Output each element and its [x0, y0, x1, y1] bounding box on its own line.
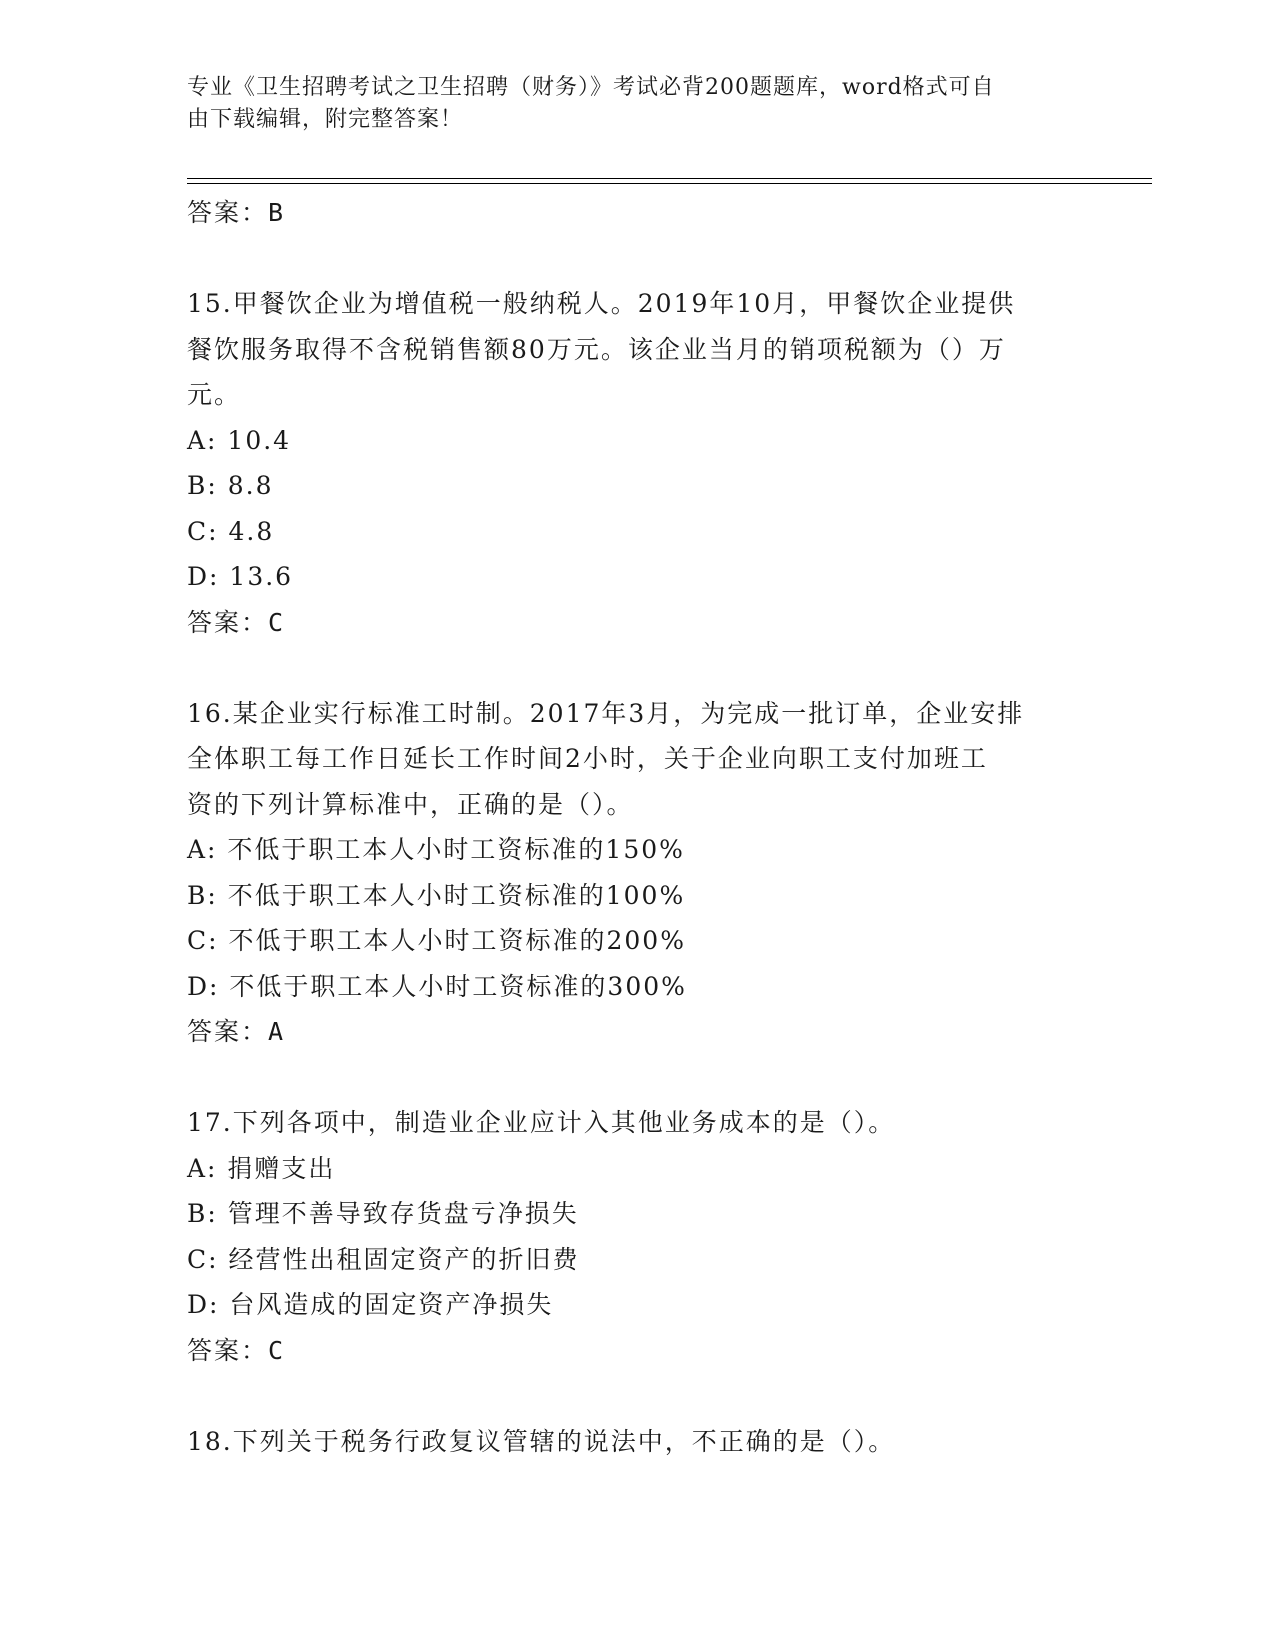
option-d: D: 不低于职工本人小时工资标准的300%: [187, 971, 687, 1001]
option-c: C: 4.8: [187, 516, 275, 546]
question-text-line: 17.下列各项中，制造业企业应计入其他业务成本的是（）。: [187, 1108, 896, 1137]
option-a: A: 不低于职工本人小时工资标准的150%: [187, 835, 685, 864]
option-d: D: 台风造成的固定资产净损失: [187, 1290, 554, 1319]
answer-line: 答案：A: [187, 1017, 286, 1046]
header-divider-bottom: [187, 183, 1152, 184]
document-header: [187, 72, 1067, 136]
question-text-line: 全体职工每工作日延长工作时间2小时，关于企业向职工支付加班工: [187, 744, 988, 773]
option-b: B: 不低于职工本人小时工资标准的100%: [187, 880, 686, 910]
question-18: [187, 1419, 1087, 1465]
question-text-line: 18.下列关于税务行政复议管辖的说法中，不正确的是（）。: [187, 1426, 896, 1456]
option-b: B: 8.8: [187, 471, 274, 500]
question-list: [187, 190, 1087, 1464]
spacer: [187, 236, 1087, 282]
answer-line: 答案：B: [187, 198, 286, 227]
spacer: [187, 645, 1087, 691]
question-16: [187, 691, 1087, 1055]
question-text-line: 元。: [187, 380, 242, 409]
header-line-2: 由下载编辑，附完整答案！: [187, 107, 464, 132]
header-divider-top: [187, 178, 1152, 179]
option-d: D: 13.6: [187, 562, 294, 591]
question-text-line: 资的下列计算标准中，正确的是（）。: [187, 789, 634, 819]
question-17: [187, 1100, 1087, 1373]
spacer: [187, 1373, 1087, 1419]
answer-line: 答案：C: [187, 607, 286, 637]
question-text-line: 餐饮服务取得不含税销售额80万元。该企业当月的销项税额为（）万: [187, 334, 1006, 364]
spacer: [187, 1055, 1087, 1101]
option-a: A: 捐赠支出: [187, 1153, 336, 1183]
answer-line: 答案：C: [187, 1335, 286, 1365]
question-text-line: 16.某企业实行标准工时制。2017年3月，为完成一批订单，企业安排: [187, 698, 1025, 728]
option-b: B: 管理不善导致存货盘亏净损失: [187, 1199, 579, 1228]
option-c: C: 不低于职工本人小时工资标准的200%: [187, 926, 686, 955]
option-c: C: 经营性出租固定资产的折旧费: [187, 1244, 580, 1274]
option-a: A: 10.4: [187, 425, 292, 455]
header-line-1: 专业《卫生招聘考试之卫生招聘（财务）》考试必背200题题库，word格式可自: [187, 75, 995, 100]
question-15: [187, 281, 1087, 645]
question-text-line: 15.甲餐饮企业为增值税一般纳税人。2019年10月，甲餐饮企业提供: [187, 289, 1016, 318]
